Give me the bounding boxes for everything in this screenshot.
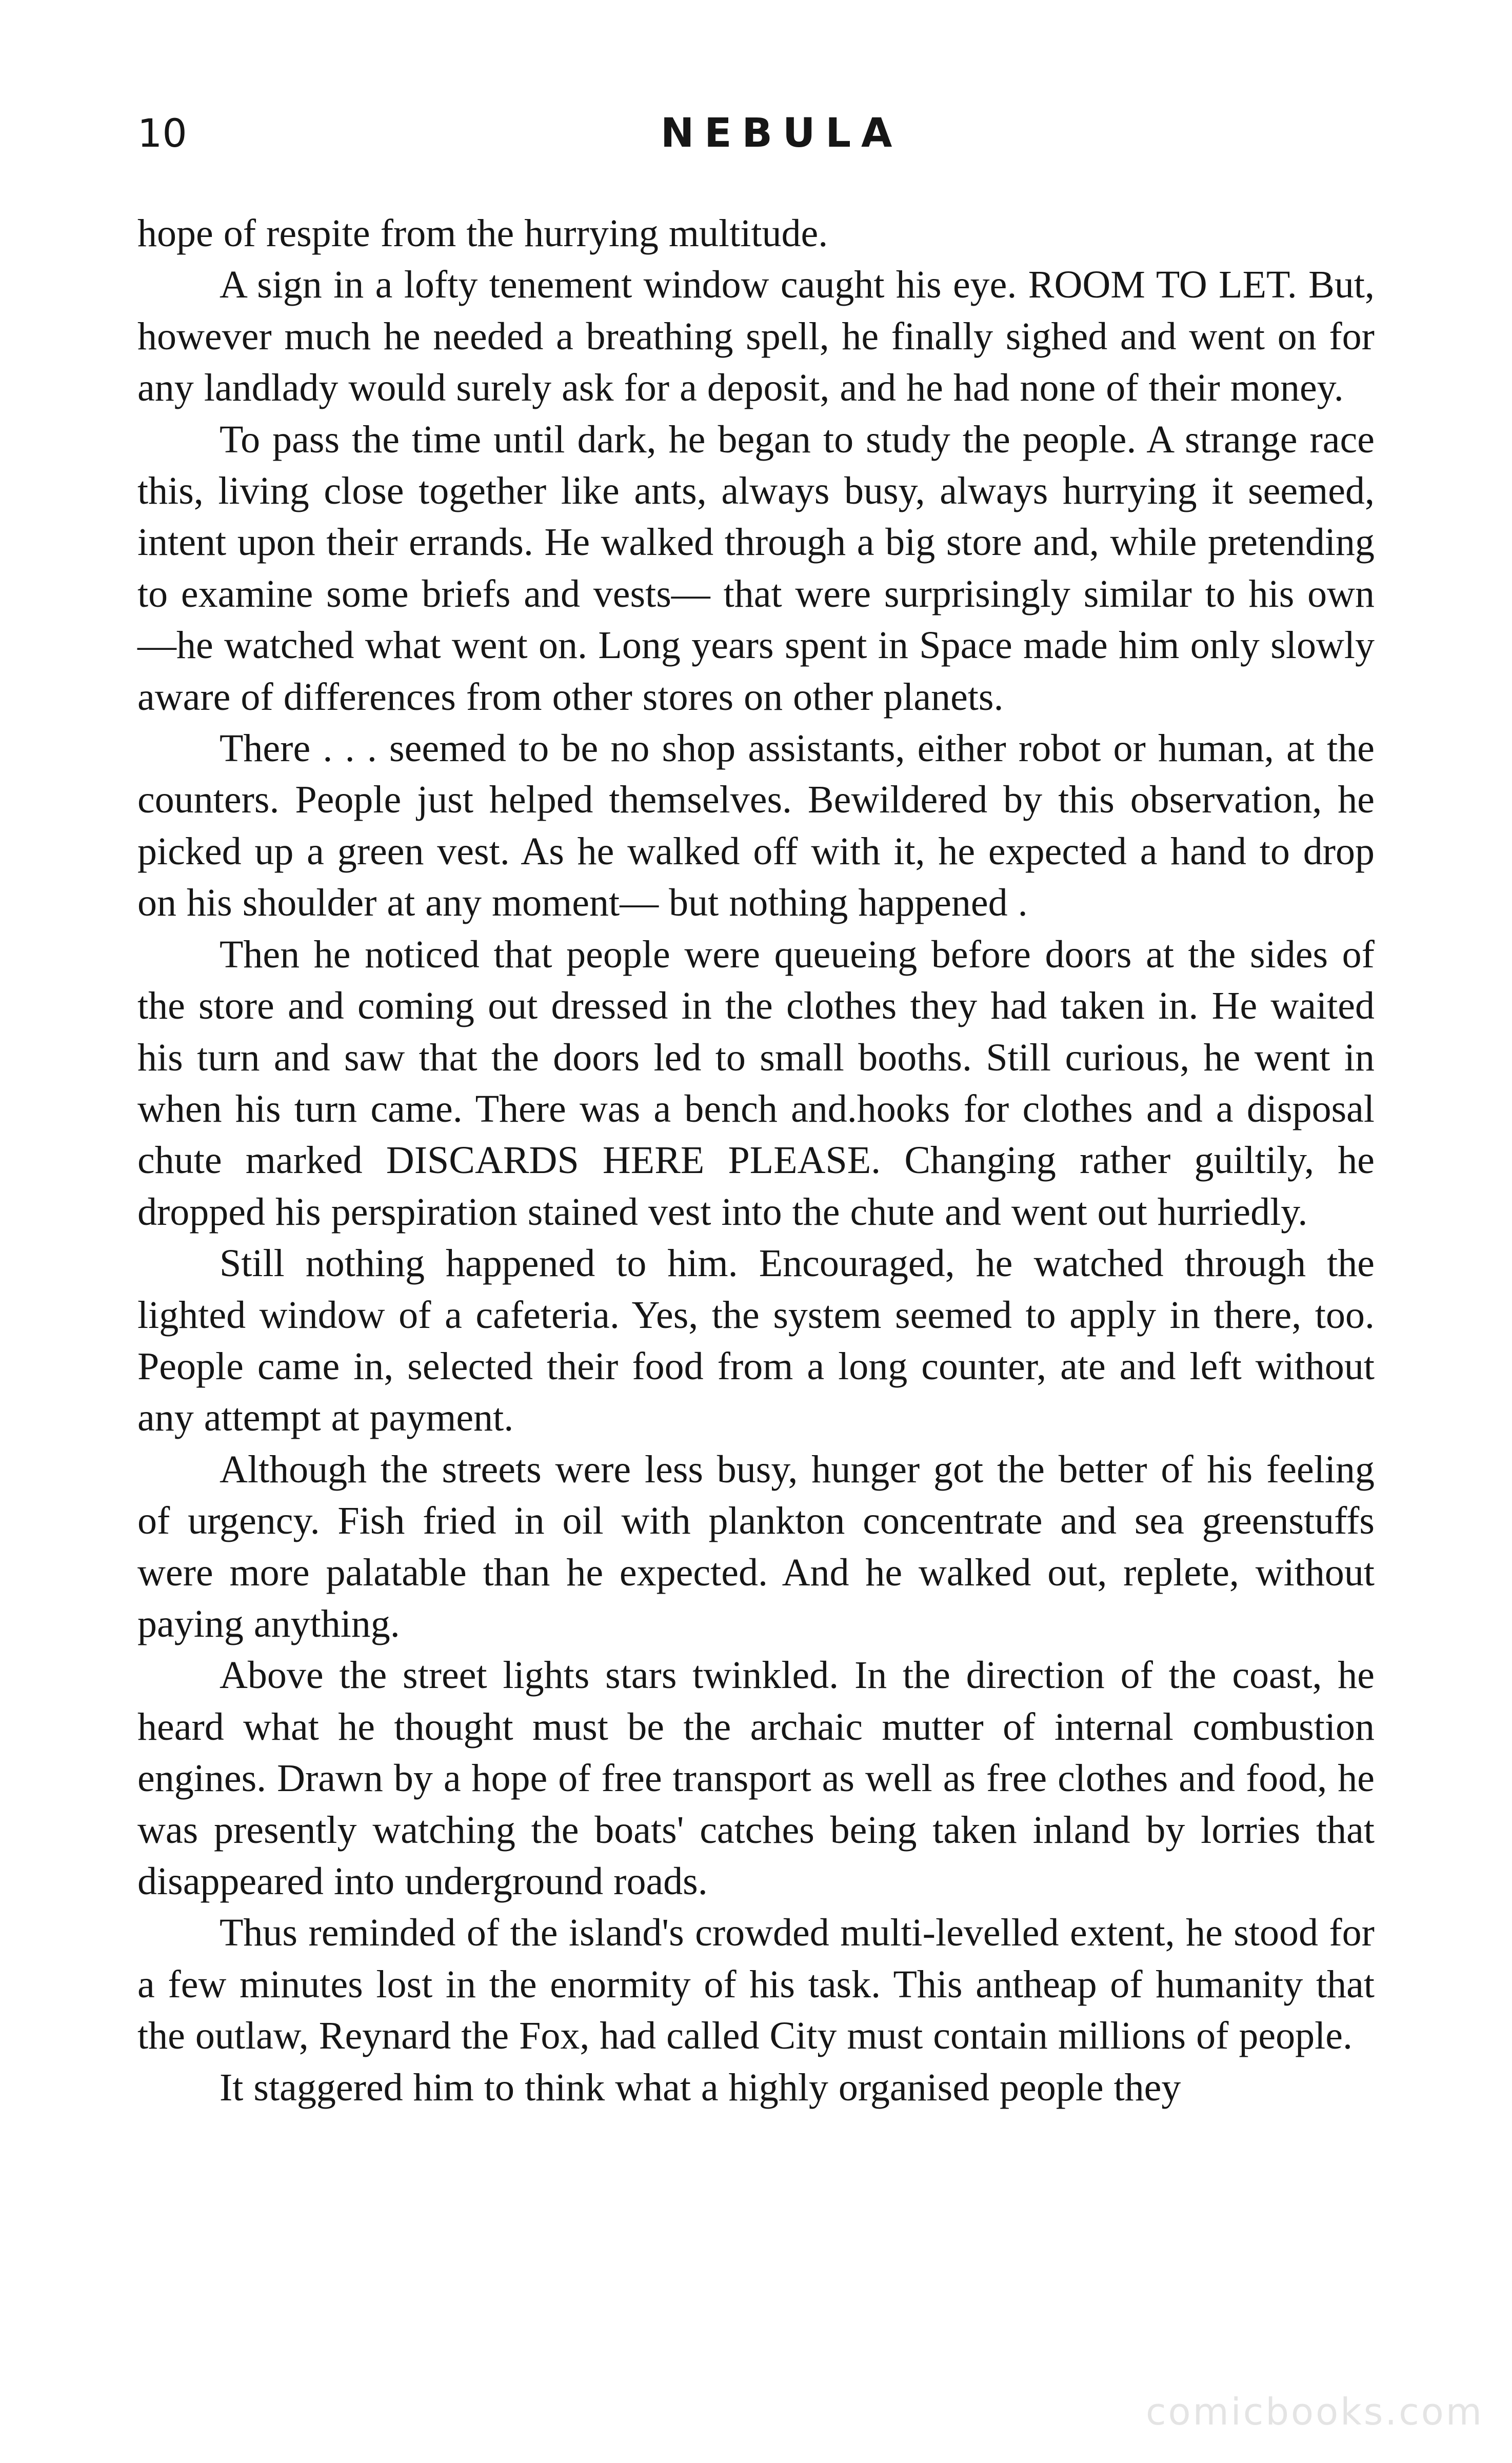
paragraph: hope of respite from the hurrying multitude. <box>137 212 828 255</box>
page-number: 10 <box>137 110 187 156</box>
paragraph: Although the streets were less busy, hunger got the better of his feeling of urgency. Fish fried in oil with plankton concentrate and sea greenstuffs were more palatable than he expected. And he walked out, replete, without paying anything. <box>137 1447 1375 1645</box>
site-watermark: comicbooks.com <box>1145 2390 1484 2433</box>
paragraph: Then he noticed that people were queueing before doors at the sides of the store and coming out dressed in the clothes they had taken in. He waited his turn and saw that the doors led to small booths. Still curious, he went in when his turn came. There was a bench and.hooks for clothes and a disposal chute marked DISCARDS HERE PLEASE. Changing rather guiltily, he dropped his perspiration stained vest into the chute and went out hurriedly. <box>137 932 1375 1234</box>
running-head-title: NEBULA <box>661 110 903 156</box>
paragraph: There . . . seemed to be no shop assistants, either robot or human, at the counters. People just helped themselves. Bewildered by this observation, he picked up a green vest. As he walked off with it, he expected a hand to drop on his shoulder at any moment— but nothing happened . <box>137 727 1375 925</box>
paragraph: Above the street lights stars twinkled. In the direction of the coast, he heard what he thought must be the archaic mutter of internal combustion engines. Drawn by a hope of free transport as well as free clothes and food, he was presently watching the boats' catches being taken inland by lorries that disappeared into underground roads. <box>137 1654 1375 1903</box>
body-text <box>137 208 1375 2113</box>
paragraph: A sign in a lofty tenement window caught his eye. ROOM TO LET. But, however much he needed a breathing spell, he finally sighed and went on for any landlady would surely ask for a deposit, and he had none of their money. <box>137 263 1375 410</box>
paragraph: It staggered him to think what a highly organised people they <box>220 2065 1181 2109</box>
paragraph: Still nothing happened to him. Encouraged, he watched through the lighted window of a cafeteria. Yes, the system seemed to apply in there, too. People came in, selected their food from a long counter, ate and left without any attempt at payment. <box>137 1242 1375 1440</box>
paragraph: Thus reminded of the island's crowded multi-levelled extent, he stood for a few minutes lost in the enormity of his task. This antheap of humanity that the outlaw, Reynard the Fox, had called City must contain millions of people. <box>137 1911 1375 2058</box>
paragraph: To pass the time until dark, he began to study the people. A strange race this, living close together like ants, always busy, always hurrying it seemed, intent upon their errands. He walked through a big store and, while pretending to examine some briefs and vests— that were surprisingly similar to his own—he watched what went on. Long years spent in Space made him only slowly aware of differences from other stores on other planets. <box>137 418 1375 719</box>
page-header <box>137 105 1389 172</box>
